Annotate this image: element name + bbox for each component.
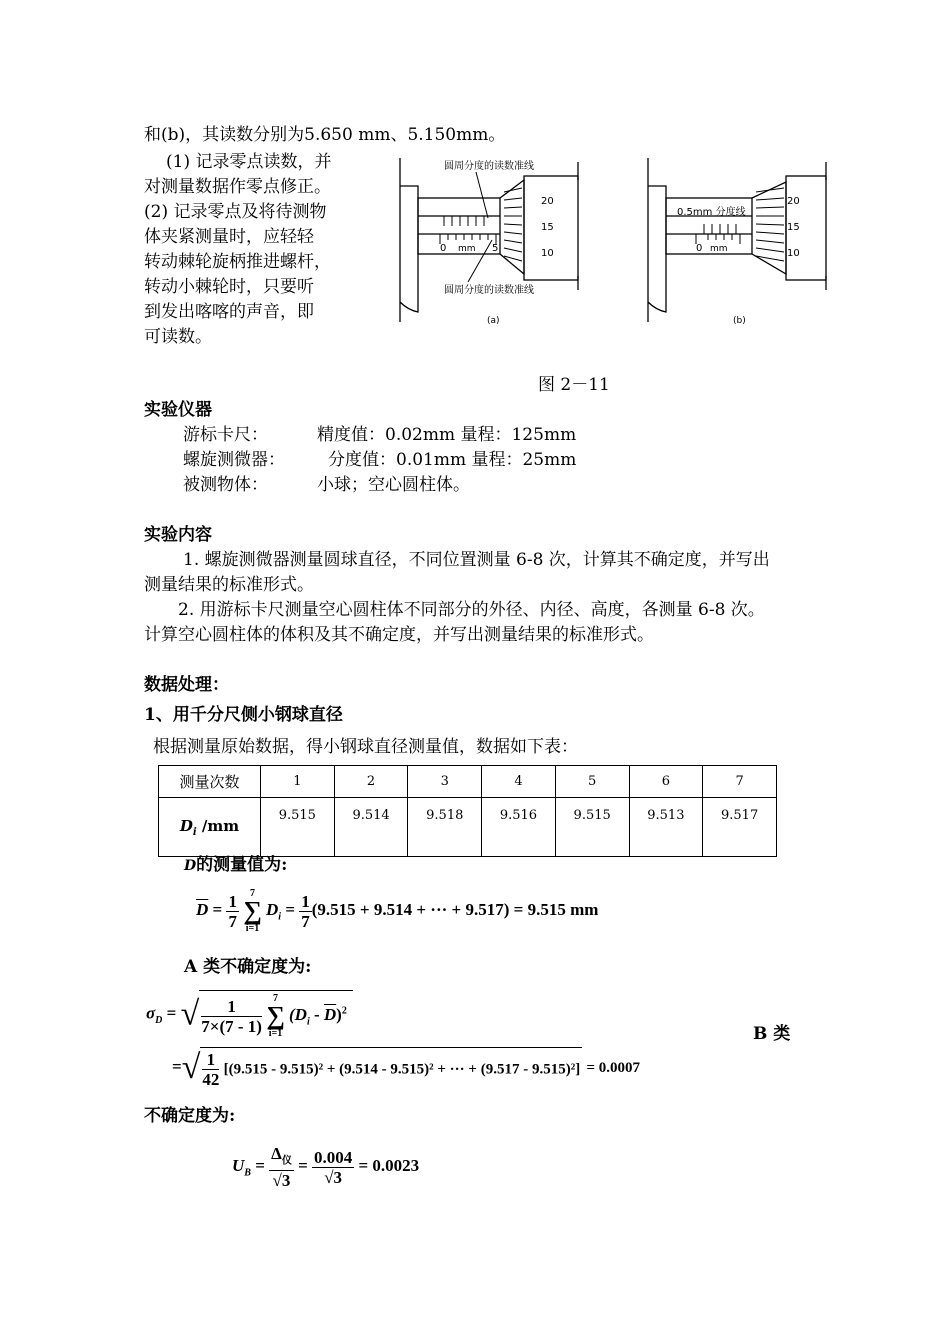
ub-lhs-sub: B xyxy=(244,1167,251,1179)
mean-frac-num: 1 xyxy=(228,891,237,911)
table-header-row xyxy=(159,766,777,798)
mean-sum-bottom: i=1 xyxy=(245,923,260,934)
note-line-2: 对测量数据作零点修正。 xyxy=(144,177,331,197)
a-uncertainty-title: A 类不确定度为: xyxy=(184,957,312,977)
mean-title xyxy=(184,853,287,879)
content-p1-line2: 测量结果的标准形式。 xyxy=(144,575,314,595)
note-line-5: 转动棘轮旋柄推进螺杆， xyxy=(144,252,331,272)
fig-a-sublabel: (a) xyxy=(487,316,500,326)
row-label-var: D xyxy=(179,816,193,835)
sigma2-expression: [(9.515 - 9.515)² + (9.514 - 9.515)² + ··· + (9.517 - 9.515)²] xyxy=(223,1061,581,1078)
mean-formula: $\overline{D}$ = $\frac{1}{7}$ 7 ∑ i=1 $D_i$ = $\frac{1}{7}$ (9.515 + 9.514 + ··· + 9.517) = 9.515 mm xyxy=(196,888,599,934)
ub-result: = 0.0023 xyxy=(358,1156,420,1176)
instrument-spec-2: 分度值：0.01mm 量程：25mm xyxy=(328,450,577,470)
fig-b-scale-mm: mm xyxy=(710,244,728,254)
mean-frac2-den: 7 xyxy=(301,911,310,931)
processing-subheading: 1、用千分尺侧小钢球直径 xyxy=(144,705,343,725)
processing-intro: 根据测量原始数据，得小钢球直径测量值，数据如下表： xyxy=(153,737,578,757)
row-label-unit: /mm xyxy=(196,816,240,835)
table-col-6: 6 xyxy=(629,766,703,798)
intro-line: 和(b)，其读数分别为5.650 mm、5.150mm。 xyxy=(144,125,506,145)
mean-frac-den: 7 xyxy=(228,911,237,931)
fig-a-drum-20: 20 xyxy=(541,196,554,207)
instrument-name-3: 被测物体： xyxy=(183,475,268,495)
mean-title-var: D xyxy=(184,858,197,874)
sigma-frac-den: 7×(7 - 1) xyxy=(201,1016,262,1036)
fig-a-top-label: 圆周分度的读数准线 xyxy=(444,161,534,172)
table-col-2: 2 xyxy=(334,766,408,798)
fig-b-sublabel: (b) xyxy=(733,316,746,326)
fig-a-drum-10: 10 xyxy=(541,248,554,259)
fig-a-bottom-label: 圆周分度的读数准线 xyxy=(444,285,534,296)
sigma-formula: $\sigma_D$ = √ $\frac{1}{7\times(7 - 1)}$ 7 ∑ i=1 $(D_i - \overline{D})^2$ xyxy=(146,990,353,1039)
mean-term: D xyxy=(266,899,279,919)
ub-frac-den: √3 xyxy=(272,1171,291,1191)
ub-frac-num-sub: 仪 xyxy=(281,1155,292,1167)
content-p2-line1: 2. 用游标卡尺测量空心圆柱体不同部分的外径、内径、高度，各测量 6-8 次。 xyxy=(178,600,765,620)
table-value-4: 9.516 xyxy=(482,798,556,857)
row-label-sub: i xyxy=(192,826,197,838)
table-col-7: 7 xyxy=(703,766,777,798)
note-line-7: 到发出喀喀的声音，即 xyxy=(144,302,314,322)
table-value-5: 9.515 xyxy=(555,798,629,857)
content-p2-line2: 计算空心圆柱体的体积及其不确定度，并写出测量结果的标准形式。 xyxy=(144,625,654,645)
fig-b-scale-0: 0 xyxy=(696,243,703,254)
table-row-label xyxy=(159,798,261,857)
table-value-7: 9.517 xyxy=(703,798,777,857)
sigma-term-bar: $\overline{D}$ xyxy=(323,1004,337,1024)
ub-frac-num: Δ xyxy=(271,1144,282,1163)
mean-frac2-num: 1 xyxy=(301,891,310,911)
mean-term-sub: i xyxy=(278,911,282,923)
mean-title-text: 的测量值为: xyxy=(196,855,288,875)
table-value-3: 9.518 xyxy=(408,798,482,857)
table-col-5: 5 xyxy=(555,766,629,798)
fig-b-drum-10: 10 xyxy=(787,248,800,259)
instrument-spec-3: 小球；空心圆柱体。 xyxy=(317,475,470,495)
ub-frac2-num: 0.004 xyxy=(314,1147,353,1167)
fig-a-drum-15: 15 xyxy=(541,222,554,233)
table-head-label: 测量次数 xyxy=(159,766,261,798)
sigma-term: (D xyxy=(288,1004,307,1024)
b-uncertainty-title: 不确定度为: xyxy=(144,1106,236,1126)
table-col-3: 3 xyxy=(408,766,482,798)
sigma-formula-line2: =√ $\frac{1}{42}$ [(9.515 - 9.515)² + (9.514 - 9.515)² + ··· + (9.517 - 9.515)²] = 0.0007 xyxy=(172,1049,641,1089)
ub-frac2-den: √3 xyxy=(324,1167,343,1187)
processing-heading: 数据处理： xyxy=(144,675,229,695)
sigma-sum-bottom: i=1 xyxy=(268,1028,283,1039)
table-value-6: 9.513 xyxy=(629,798,703,857)
ub-formula: $U_B$ = $\frac{\Delta_仪}{√3}$ = $\frac{0.004}{√3}$ = 0.0023 xyxy=(232,1144,420,1191)
b-side-label: B 类 xyxy=(753,1024,791,1044)
content-p1-line1: 1. 螺旋测微器测量圆球直径，不同位置测量 6-8 次，计算其不确定度，并写出 xyxy=(183,550,770,570)
measurement-table xyxy=(158,765,777,857)
sigma-lhs: σ xyxy=(146,1003,156,1023)
sigma-lhs-sub: D xyxy=(155,1014,163,1026)
sigma-frac-num: 1 xyxy=(201,997,262,1017)
mean-expression: (9.515 + 9.514 + ··· + 9.517) = 9.515 mm xyxy=(311,899,599,919)
fig-a-scale-mm: mm xyxy=(458,244,476,254)
sigma-term-sup: 2 xyxy=(341,1005,347,1017)
note-line-4: 体夹紧测量时，应轻轻 xyxy=(144,227,314,247)
table-value-1: 9.515 xyxy=(261,798,335,857)
sigma2-result: = 0.0007 xyxy=(586,1059,641,1076)
table-value-2: 9.514 xyxy=(334,798,408,857)
instrument-name-1: 游标卡尺： xyxy=(183,425,268,445)
micrometer-figure-a xyxy=(396,152,596,332)
sigma2-frac-den: 42 xyxy=(202,1070,220,1089)
note-line-8: 可读数。 xyxy=(144,327,212,347)
table-data-row xyxy=(159,798,777,857)
ub-lhs: U xyxy=(232,1156,245,1176)
sigma-sum-top: 7 xyxy=(272,993,278,1004)
content-heading: 实验内容 xyxy=(144,525,212,545)
figure-caption: 图 2－11 xyxy=(538,375,610,395)
instrument-name-2: 螺旋测微器： xyxy=(183,450,285,470)
fig-b-label: 0.5mm 分度线 xyxy=(677,207,746,218)
fig-a-scale-5: 5 xyxy=(492,243,499,254)
micrometer-figure-b xyxy=(644,152,834,332)
fig-a-scale-0: 0 xyxy=(440,243,447,254)
note-line-6: 转动小棘轮时，只要听 xyxy=(144,277,314,297)
mean-lhs: $\overline{D}$ xyxy=(196,899,209,919)
table-col-1: 1 xyxy=(261,766,335,798)
sigma-term-sub: i xyxy=(306,1016,310,1028)
fig-b-drum-15: 15 xyxy=(787,222,800,233)
instruments-heading: 实验仪器 xyxy=(144,400,212,420)
table-col-4: 4 xyxy=(482,766,556,798)
sigma2-frac-num: 1 xyxy=(202,1050,219,1070)
instrument-spec-1: 精度值：0.02mm 量程：125mm xyxy=(317,425,577,445)
mean-sum-top: 7 xyxy=(249,888,255,899)
note-line-3: (2) 记录零点及将待测物 xyxy=(144,202,327,222)
note-line-1: (1) 记录零点读数，并 xyxy=(166,152,332,172)
fig-b-drum-20: 20 xyxy=(787,196,800,207)
